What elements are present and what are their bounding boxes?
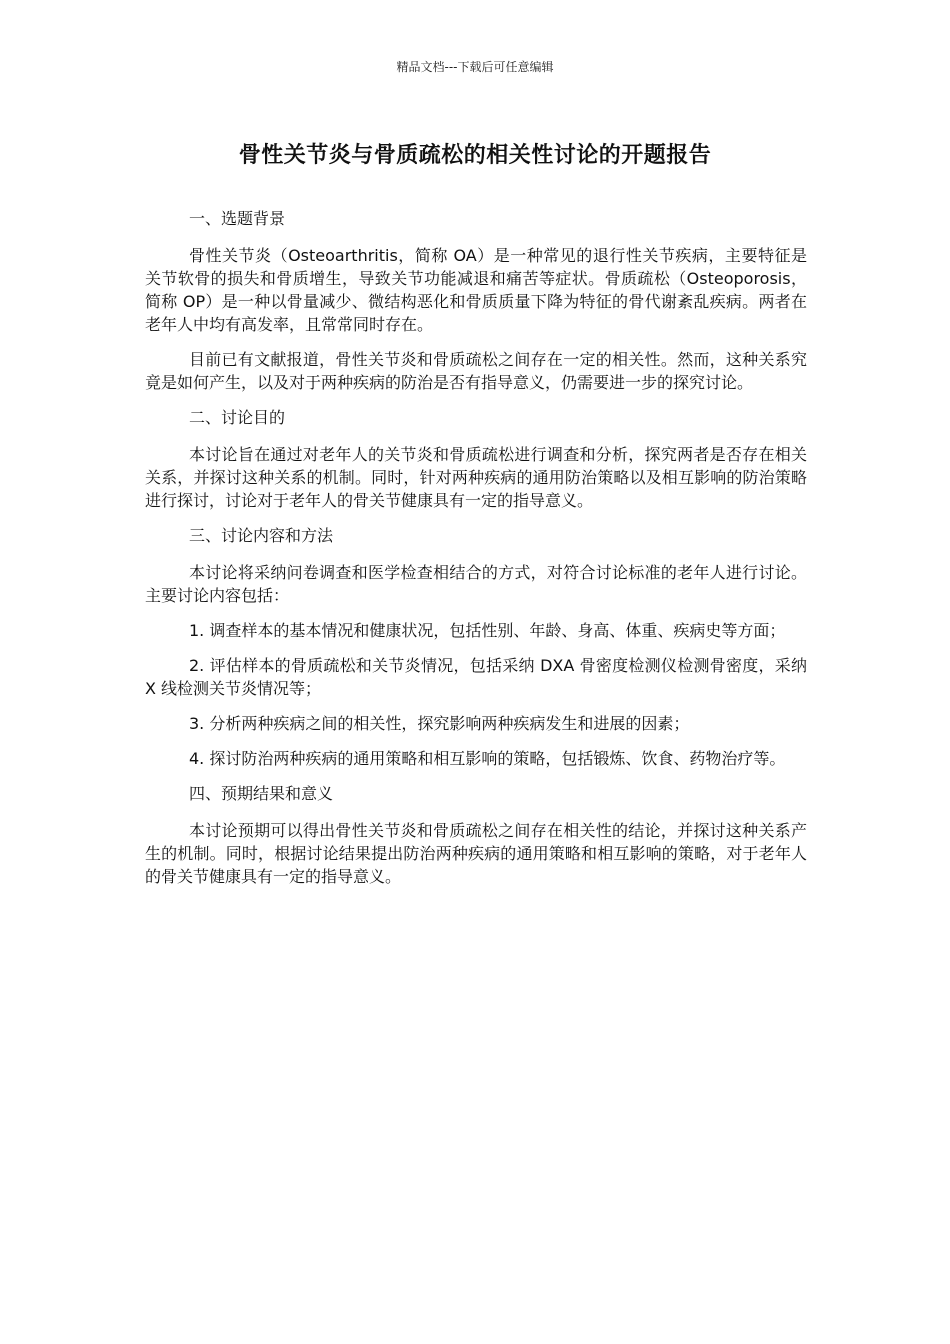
document-title: 骨性关节炎与骨质疏松的相关性讨论的开题报告 xyxy=(238,143,712,168)
header-note: 精品文档---下载后可任意编辑 xyxy=(396,60,554,74)
paragraph: 本讨论旨在通过对老年人的关节炎和骨质疏松进行调查和分析，探究两者是否存在相关关系，并探讨这种关系的机制。同时，针对两种疾病的通用防治策略以及相互影响的防治策略进行探讨，讨论对于老年人的骨关节健康具有一定的指导意义。 xyxy=(145,445,807,510)
paragraph: 本讨论将采纳问卷调查和医学检查相结合的方式，对符合讨论标准的老年人进行讨论。主要讨论内容包括： xyxy=(145,563,807,605)
list-item: 1. 调查样本的基本情况和健康状况，包括性别、年龄、身高、体重、疾病史等方面； xyxy=(189,621,786,640)
paragraph: 目前已有文献报道，骨性关节炎和骨质疏松之间存在一定的相关性。然而，这种关系究竟是如何产生，以及对于两种疾病的防治是否有指导意义，仍需要进一步的探究讨论。 xyxy=(145,350,807,392)
section-heading-methods: 三、讨论内容和方法 xyxy=(189,526,334,545)
section-heading-purpose: 二、讨论目的 xyxy=(189,408,286,427)
document-body xyxy=(145,207,807,900)
list-item: 2. 评估样本的骨质疏松和关节炎情况，包括采纳 DXA 骨密度检测仪检测骨密度，采纳 X 线检测关节炎情况等； xyxy=(145,656,807,698)
section-heading-expected-results: 四、预期结果和意义 xyxy=(189,784,334,803)
list-item: 4. 探讨防治两种疾病的通用策略和相互影响的策略，包括锻炼、饮食、药物治疗等。 xyxy=(189,749,786,768)
paragraph: 骨性关节炎（Osteoarthritis，简称 OA）是一种常见的退行性关节疾病，主要特征是关节软骨的损失和骨质增生，导致关节功能减退和痛苦等症状。骨质疏松（Osteoporosis，简称 OP）是一种以骨量减少、微结构恶化和骨质质量下降为特征的骨代谢紊乱疾病。两者在老年人中均有高发率，且常常同时存在。 xyxy=(145,246,807,334)
section-heading-background: 一、选题背景 xyxy=(189,209,286,228)
list-item: 3. 分析两种疾病之间的相关性，探究影响两种疾病发生和进展的因素； xyxy=(189,714,690,733)
paragraph: 本讨论预期可以得出骨性关节炎和骨质疏松之间存在相关性的结论，并探讨这种关系产生的机制。同时，根据讨论结果提出防治两种疾病的通用策略和相互影响的策略，对于老年人的骨关节健康具有一定的指导意义。 xyxy=(145,821,807,886)
